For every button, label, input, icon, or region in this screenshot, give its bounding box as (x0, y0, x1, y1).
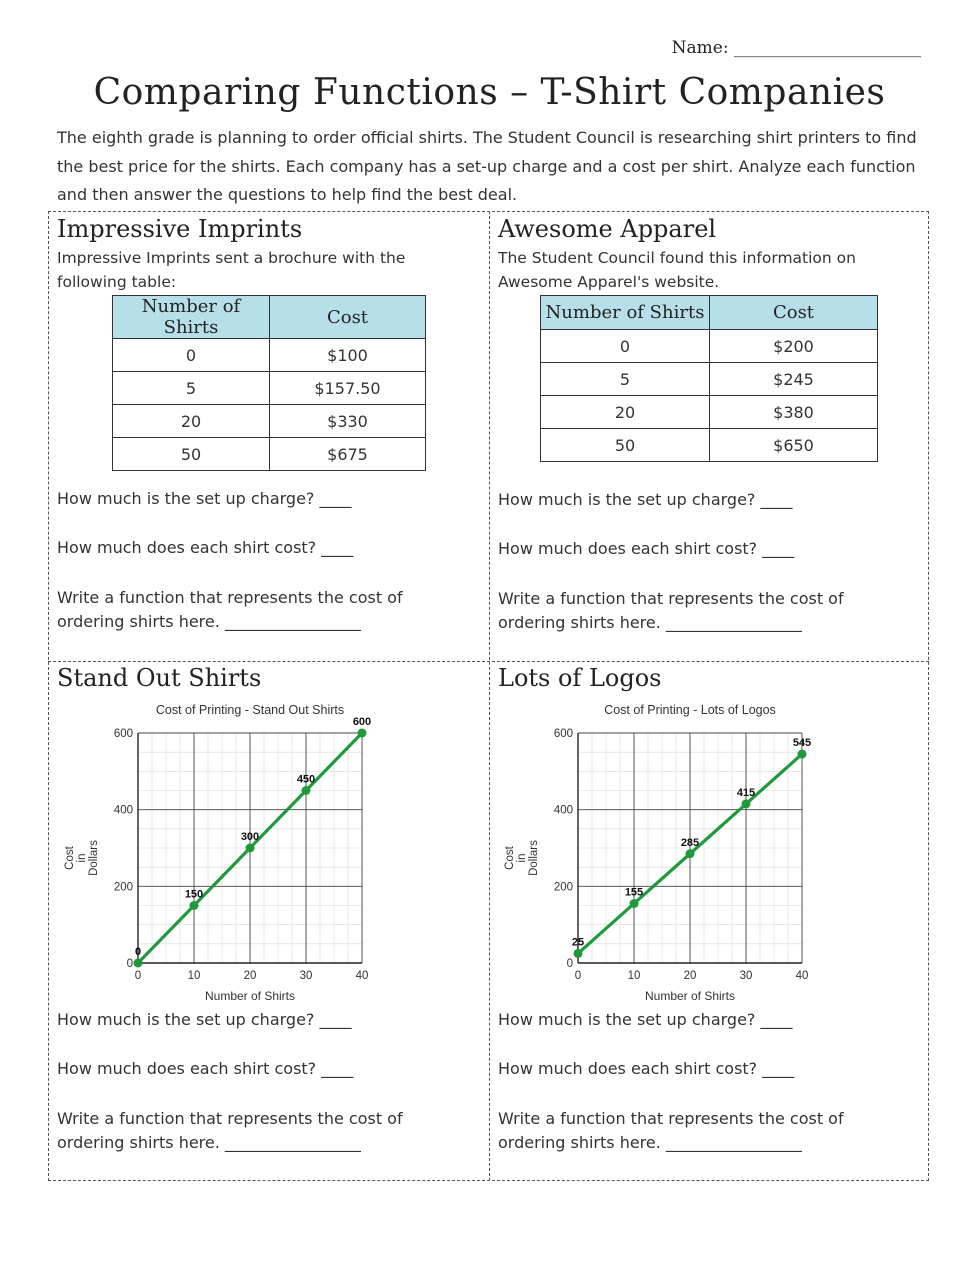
chart-title: Cost of Printing - Lots of Logos (604, 703, 776, 717)
shirt-cost-question[interactable]: How much does each shirt cost? ____ (57, 538, 354, 557)
table-header-cell: Number of Shirts (113, 296, 270, 339)
y-axis-label: in (516, 853, 528, 863)
name-field-label[interactable]: Name: ______________________ (671, 38, 921, 58)
data-label: 415 (736, 786, 756, 799)
data-label: 285 (680, 836, 700, 849)
data-point (302, 786, 311, 795)
x-tick-label: 20 (243, 970, 257, 982)
table-cell: 0 (541, 330, 710, 363)
data-label: 0 (134, 946, 142, 958)
data-label: 450 (296, 773, 316, 786)
y-tick-label: 600 (113, 728, 133, 740)
table-row (113, 405, 426, 438)
data-label: 300 (240, 831, 260, 843)
awesome-apparel-title: Awesome Apparel (498, 215, 717, 243)
stand-out-shirts-chart (60, 698, 460, 1008)
table-row (541, 330, 878, 363)
data-point (686, 849, 695, 858)
chart-title: Cost of Printing - Stand Out Shirts (155, 703, 345, 717)
data-point (574, 949, 583, 958)
table-row (113, 372, 426, 405)
data-point (246, 844, 255, 853)
data-point (134, 959, 143, 968)
data-label: 155 (624, 886, 644, 899)
table-cell: 0 (113, 339, 270, 372)
impressive-imprints-table (112, 295, 426, 471)
y-axis-label: Dollars (528, 840, 540, 876)
y-tick-label: 0 (566, 958, 573, 970)
shirt-cost-question[interactable]: How much does each shirt cost? ____ (498, 539, 795, 558)
table-row (113, 438, 426, 471)
awesome-apparel-table (540, 295, 878, 462)
x-tick-label: 0 (574, 970, 582, 982)
x-tick-label: 20 (683, 970, 697, 982)
intro-paragraph: The eighth grade is planning to order official shirts. The Student Council is researching shirt printers to find the best price for the shirts. Each company has a set-up charge and a cost per shirt. Analyze each function and then answer the questions to help find the best deal. (57, 128, 917, 204)
x-tick-label: 10 (627, 970, 641, 982)
table-header-cell: Cost (270, 296, 426, 339)
table-header-cell: Number of Shirts (541, 296, 710, 330)
y-axis-label: in (76, 853, 88, 863)
y-axis-label: Cost (64, 846, 76, 870)
vertical-divider (489, 211, 490, 1181)
y-axis-label: Dollars (88, 840, 100, 876)
function-question-line1: Write a function that represents the cost of (57, 1109, 403, 1128)
setup-charge-question[interactable]: How much is the set up charge? ____ (57, 1010, 352, 1029)
table-cell: 20 (113, 405, 270, 438)
table-row (113, 339, 426, 372)
table-header-row (541, 296, 878, 330)
table-cell: $245 (710, 363, 878, 396)
y-tick-label: 600 (553, 728, 573, 740)
page-title: Comparing Functions – T-Shirt Companies (93, 72, 886, 113)
data-label: 600 (352, 716, 372, 728)
table-cell: $330 (270, 405, 426, 438)
setup-charge-question[interactable]: How much is the set up charge? ____ (498, 490, 793, 509)
lots-of-logos-title: Lots of Logos (498, 664, 662, 692)
stand-out-shirts-title: Stand Out Shirts (57, 664, 262, 692)
table-cell: $675 (270, 438, 426, 471)
table-row (541, 363, 878, 396)
table-cell: $157.50 (270, 372, 426, 405)
data-label: 150 (184, 888, 204, 901)
data-point (190, 901, 199, 910)
impressive-imprints-title: Impressive Imprints (57, 215, 303, 243)
y-tick-label: 0 (126, 958, 133, 970)
table-cell: 5 (541, 363, 710, 396)
table-cell: $380 (710, 396, 878, 429)
table-row (541, 429, 878, 462)
horizontal-divider (48, 661, 929, 662)
x-axis-label: Number of Shirts (204, 989, 296, 1003)
table-cell: 20 (541, 396, 710, 429)
function-question-line2[interactable]: ordering shirts here. _________________ (57, 612, 361, 631)
x-tick-label: 30 (299, 970, 313, 982)
function-question-line1: Write a function that represents the cost of (498, 1109, 844, 1128)
data-point (798, 750, 807, 759)
y-tick-label: 400 (113, 804, 133, 817)
table-cell: $650 (710, 429, 878, 462)
impressive-imprints-description: Impressive Imprints sent a brochure with the following table: (57, 249, 406, 291)
awesome-apparel-description: The Student Council found this information on Awesome Apparel's website. (498, 249, 856, 291)
data-point (358, 729, 367, 738)
setup-charge-question[interactable]: How much is the set up charge? ____ (498, 1010, 793, 1029)
function-question-line2[interactable]: ordering shirts here. _________________ (498, 613, 802, 632)
y-tick-label: 200 (553, 881, 573, 894)
table-cell: $100 (270, 339, 426, 372)
table-cell: 50 (113, 438, 270, 471)
function-question-line2[interactable]: ordering shirts here. _________________ (57, 1133, 361, 1152)
x-axis-label: Number of Shirts (644, 989, 736, 1003)
shirt-cost-question[interactable]: How much does each shirt cost? ____ (57, 1059, 354, 1078)
table-cell: $200 (710, 330, 878, 363)
table-cell: 5 (113, 372, 270, 405)
x-tick-label: 40 (795, 970, 809, 982)
table-cell: 50 (541, 429, 710, 462)
y-tick-label: 400 (553, 804, 573, 817)
y-axis-label: Cost (504, 846, 516, 870)
function-question-line1: Write a function that represents the cost of (498, 589, 844, 608)
x-tick-label: 30 (739, 970, 753, 982)
x-tick-label: 40 (355, 970, 369, 982)
function-question-line2[interactable]: ordering shirts here. _________________ (498, 1133, 802, 1152)
table-header-row (113, 296, 426, 339)
shirt-cost-question[interactable]: How much does each shirt cost? ____ (498, 1059, 795, 1078)
table-row (541, 396, 878, 429)
data-label: 25 (571, 936, 585, 949)
function-question-line1: Write a function that represents the cost of (57, 588, 403, 607)
data-point (742, 799, 751, 808)
table-header-cell: Cost (710, 296, 878, 330)
data-label: 545 (792, 737, 812, 750)
x-tick-label: 10 (187, 970, 201, 982)
lots-of-logos-chart (500, 698, 900, 1008)
y-tick-label: 200 (113, 881, 133, 894)
data-point (630, 899, 639, 908)
setup-charge-question[interactable]: How much is the set up charge? ____ (57, 489, 352, 508)
x-tick-label: 0 (134, 970, 142, 982)
